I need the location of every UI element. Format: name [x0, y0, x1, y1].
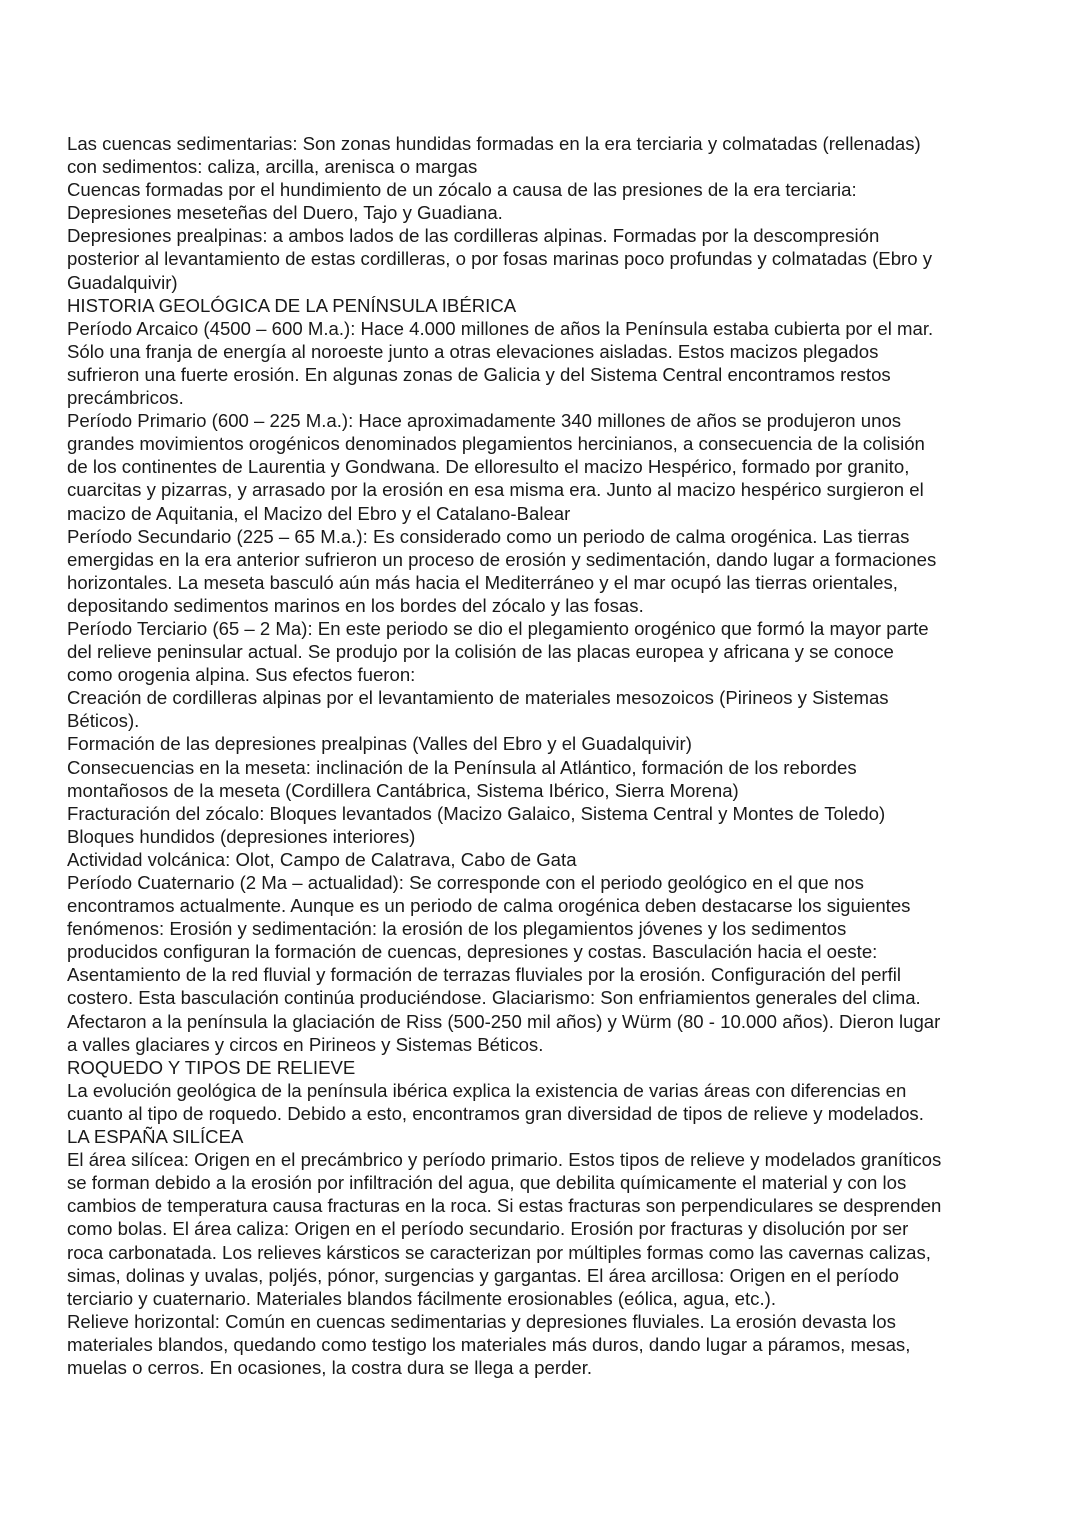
text-line: Período Cuaternario (2 Ma – actualidad): Se corresponde con el periodo geológico en el que nos	[67, 872, 864, 893]
text-line: Período Terciario (65 – 2 Ma): En este periodo se dio el plegamiento orogénico que formó la mayor parte	[67, 617, 929, 639]
text-line: precámbricos.	[67, 387, 184, 409]
text-line: producidos configuran la formación de cuencas, depresiones y costas. Basculación hacia el oeste:	[67, 941, 878, 963]
text-line: Las cuencas sedimentarias: Son zonas hundidas formadas en la era terciaria y colmatadas (rellenadas)	[67, 133, 921, 154]
text-line: Afectaron a la península la glaciación de Riss (500-250 mil años) y Würm (80 - 10.000 años). Dieron lugar	[67, 1010, 941, 1032]
section-heading: ROQUEDO Y TIPOS DE RELIEVE	[67, 1056, 356, 1078]
text-line: Guadalquivir)	[67, 271, 178, 293]
text-line: cambios de temperatura causa fracturas en la roca. Si estas fracturas son perpendiculares se desprenden	[67, 1195, 942, 1217]
text-line: Relieve horizontal: Común en cuencas sedimentarias y depresiones fluviales. La erosión devasta los	[67, 1310, 896, 1332]
text-line: como bolas. El área caliza: Origen en el período secundario. Erosión por fracturas y disolución por ser	[67, 1218, 909, 1240]
text-line: Actividad volcánica: Olot, Campo de Calatrava, Cabo de Gata	[67, 848, 577, 870]
text-line: emergidas en la era anterior sufrieron un proceso de erosión y sedimentación, dando lugar a formaciones	[67, 548, 937, 570]
text-line: fenómenos: Erosión y sedimentación: la erosión de los plegamientos jóvenes y los sedimentos	[67, 918, 847, 940]
text-line: se forman debido a la erosión por infiltración del agua, que debilita químicamente el material y con los	[67, 1172, 907, 1194]
text-line: posterior al levantamiento de estas cordilleras, o por fosas marinas poco profundas y colmatadas (Ebro y	[67, 248, 933, 270]
text-line: sufrieron una fuerte erosión. En algunas zonas de Galicia y del Sistema Central encontramos restos	[67, 363, 891, 385]
text-line: horizontales. La meseta basculó aún más hacia el Mediterráneo y el mar ocupó las tierras orientales,	[67, 571, 898, 593]
text-line: Fracturación del zócalo: Bloques levantados (Macizo Galaico, Sistema Central y Montes de Toledo)	[67, 802, 886, 824]
text-line: roca carbonatada. Los relieves kársticos se caracterizan por múltiples formas como las cavernas calizas,	[67, 1241, 931, 1263]
text-line: encontramos actualmente. Aunque es un periodo de calma orogénica deben destacarse los siguientes	[67, 895, 911, 917]
text-line: Asentamiento de la red fluvial y formación de terrazas fluviales por la erosión. Configuración del perfil	[67, 964, 902, 986]
text-line: depositando sedimentos marinos en los bordes del zócalo y las fosas.	[67, 594, 644, 616]
text-line: de los continentes de Laurentia y Gondwana. De elloresulto el macizo Hespérico, formado por granito,	[67, 456, 910, 478]
text-line: Formación de las depresiones prealpinas (Valles del Ebro y el Guadalquivir)	[67, 733, 692, 755]
section-heading: LA ESPAÑA SILÍCEA	[67, 1126, 244, 1148]
text-line: costero. Esta basculación continúa produciéndose. Glaciarismo: Son enfriamientos generales del clima.	[67, 987, 921, 1009]
text-line: del relieve peninsular actual. Se produjo por la colisión de las placas europea y africana y se conoce	[67, 641, 894, 663]
text-line: Depresiones meseteñas del Duero, Tajo y Guadiana.	[67, 202, 503, 224]
text-line: Período Primario (600 – 225 M.a.): Hace aproximadamente 340 millones de años se produjeron unos	[67, 410, 902, 432]
section-heading: HISTORIA GEOLÓGICA DE LA PENÍNSULA IBÉRICA	[67, 294, 517, 316]
text-line: El área silícea: Origen en el precámbrico y período primario. Estos tipos de relieve y modelados graníticos	[67, 1149, 942, 1171]
text-line: cuarcitas y pizarras, y arrasado por la erosión en esa misma era. Junto al macizo hespérico surgieron el	[67, 479, 924, 501]
text-line: muelas o cerros. En ocasiones, la costra dura se llega a perder.	[67, 1356, 593, 1378]
text-line: Consecuencias en la meseta: inclinación de la Península al Atlántico, formación de los rebordes	[67, 756, 857, 778]
document-body	[67, 132, 1017, 1379]
text-line: con sedimentos: caliza, arcilla, arenisca o margas	[67, 156, 478, 178]
text-line: simas, dolinas y uvalas, poljés, pónor, surgencias y gargantas. El área arcillosa: Origen en el período	[67, 1264, 900, 1286]
text-line: Béticos).	[67, 710, 140, 732]
text-line: materiales blandos, quedando como testigo los materiales más duros, dando lugar a páramos, mesas,	[67, 1333, 911, 1355]
text-line: La evolución geológica de la península ibérica explica la existencia de varias áreas con diferencias en	[67, 1079, 907, 1101]
text-line: Período Secundario (225 – 65 M.a.): Es considerado como un periodo de calma orogénica. Las tierras	[67, 525, 910, 547]
text-line: Período Arcaico (4500 – 600 M.a.): Hace 4.000 millones de años la Península estaba cubierta por el mar.	[67, 317, 934, 339]
text-line: montañosos de la meseta (Cordillera Cantábrica, Sistema Ibérico, Sierra Morena)	[67, 779, 739, 801]
text-line: Creación de cordilleras alpinas por el levantamiento de materiales mesozoicos (Pirineos y Sistemas	[67, 687, 889, 709]
text-line: cuanto al tipo de roquedo. Debido a esto, encontramos gran diversidad de tipos de relieve y modelados.	[67, 1102, 924, 1124]
text-line: Depresiones prealpinas: a ambos lados de las cordilleras alpinas. Formadas por la descompresión	[67, 225, 880, 247]
text-line: Cuencas formadas por el hundimiento de un zócalo a causa de las presiones de la era terciaria:	[67, 179, 857, 201]
text-line: macizo de Aquitania, el Macizo del Ebro y el Catalano-Balear	[67, 502, 571, 524]
text-line: a valles glaciares y circos en Pirineos y Sistemas Béticos.	[67, 1033, 544, 1055]
text-line: Sólo una franja de energía al noroeste junto a otras elevaciones aisladas. Estos macizos plegados	[67, 340, 879, 362]
text-line: terciario y cuaternario. Materiales blandos fácilmente erosionables (eólica, agua, etc.).	[67, 1287, 776, 1309]
text-line: Bloques hundidos (depresiones interiores)	[67, 825, 416, 847]
text-line: como orogenia alpina. Sus efectos fueron:	[67, 664, 416, 686]
text-line: grandes movimientos orogénicos denominados plegamientos hercinianos, a consecuencia de la colisión	[67, 433, 925, 455]
